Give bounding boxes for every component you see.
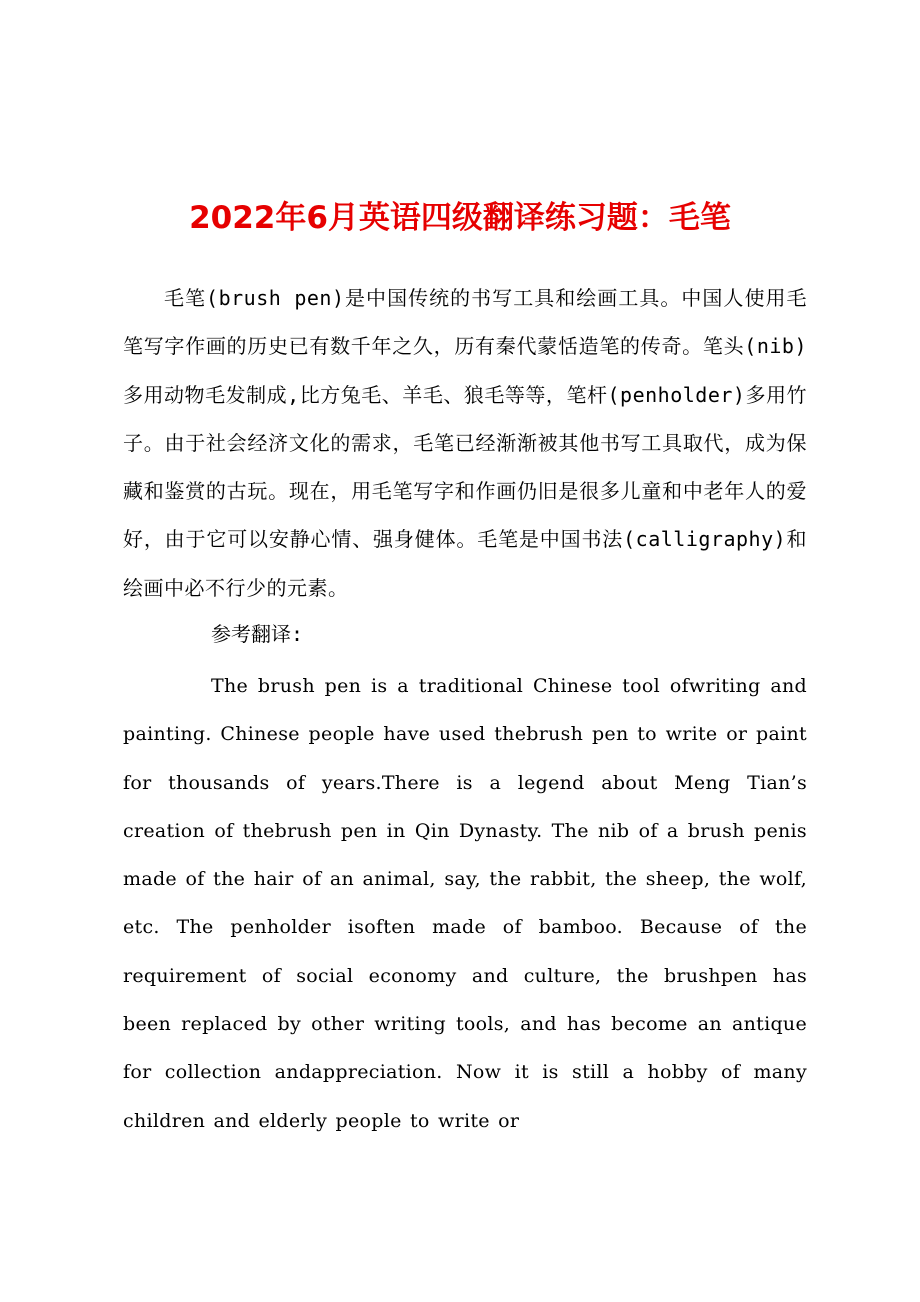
document-title: 2022年6月英语四级翻译练习题：毛笔 <box>189 200 731 236</box>
chinese-paragraph: 毛笔(brush pen)是中国传统的书写工具和绘画工具。中国人使用毛笔写字作画的历史已有数千年之久，历有秦代蒙恬造笔的传奇。笔头(nib)多用动物毛发制成,比方兔毛、羊毛、狼毛等等，笔杆(penholder)多用竹子。由于社会经济文化的需求，毛笔已经渐渐被其他书写工具取代，成为保藏和鉴赏的古玩。现在，用毛笔写字和作画仍旧是很多儿童和中老年人的爱好，由于它可以安静心情、强身健体。毛笔是中国书法(calligraphy)和绘画中必不行少的元素。 <box>123 286 807 600</box>
english-translation-paragraph: The brush pen is a traditional Chinese tool ofwriting and painting. Chinese people have used thebrush pen to write or paint for thousands of years.There is a legend about Meng Tian’s creation of thebrush pen in Qin Dynasty. The nib of a brush penis made of the hair of an animal, say, the rabbit, the sheep, the wolf, etc. The penholder isoften made of bamboo. Because of the requirement of social economy and culture, the brushpen has been replaced by other writing tools, and has become an antique for collection andappreciation. Now it is still a hobby of many children and elderly people to write or <box>123 675 807 1132</box>
reference-translation-label: 参考翻译: <box>211 622 304 646</box>
